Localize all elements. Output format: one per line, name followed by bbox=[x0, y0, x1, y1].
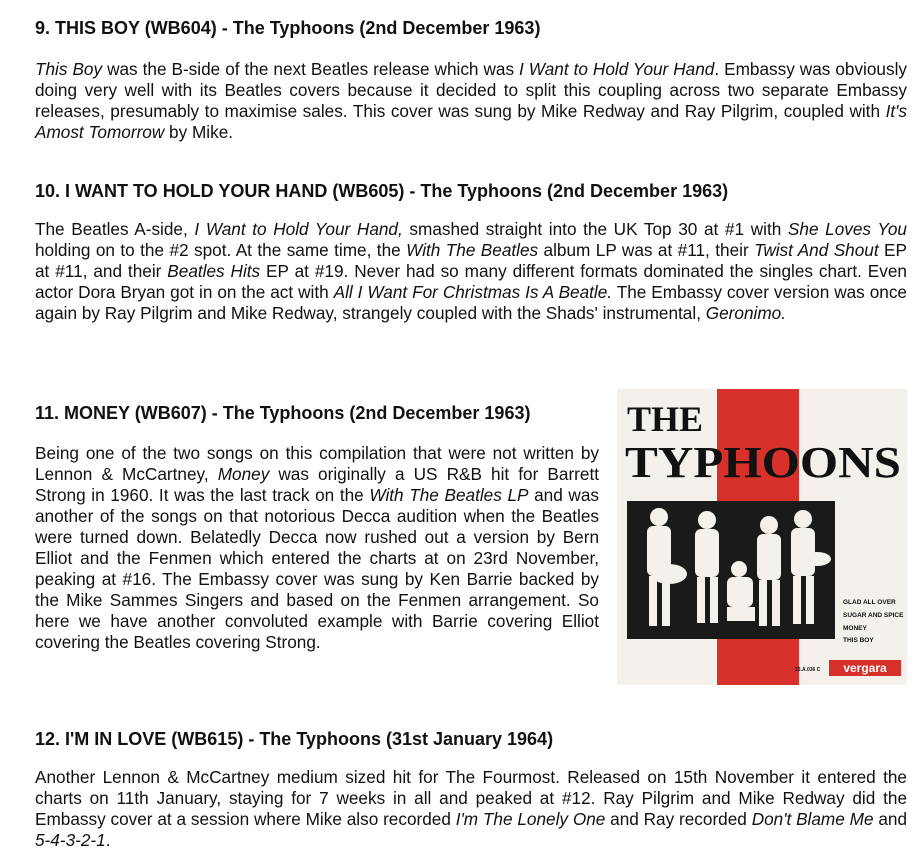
italic-title: Money bbox=[217, 464, 270, 484]
cover-track-3: MONEY bbox=[843, 625, 867, 632]
section-9-body bbox=[35, 59, 907, 143]
section-10-body bbox=[35, 219, 907, 324]
cover-catalog-number: 33.A.036 C bbox=[795, 667, 821, 673]
vergara-logo: vergara bbox=[843, 661, 887, 675]
italic-title: This Boy bbox=[35, 59, 103, 79]
album-cover-image bbox=[617, 389, 907, 685]
text-run: was the B-side of the next Beatles release which was bbox=[102, 59, 520, 79]
text-run: and was another of the songs on that notorious Decca audition when the Beatles were turned down. Belatedly Decca now rushed out a version by Bern Elliot and the Fenmen which entered the charts at on 23rd November, peaking at #16. The Embassy cover was sung by Ken Barrie backed by the Mike Sammes Singers and based on the Fenmen arrangement. So here we have another convoluted example with Barrie covering Elliot covering the Beatles covering Strong. bbox=[35, 485, 599, 652]
section-11-heading: 11. MONEY (WB607) - The Typhoons (2nd December 1963) bbox=[35, 403, 531, 423]
italic-title: I Want to Hold Your Hand bbox=[519, 59, 715, 79]
italic-title: Don't Blame Me bbox=[751, 809, 874, 829]
italic-title: With The Beatles bbox=[406, 240, 539, 260]
cover-title-line1: THE bbox=[627, 399, 704, 439]
text-run: by Mike. bbox=[164, 122, 234, 142]
section-12-body bbox=[35, 767, 907, 851]
cover-track-1: GLAD ALL OVER bbox=[843, 599, 896, 606]
text-run: EP at #11, and their bbox=[35, 240, 907, 281]
text-run: album LP was at #11, their bbox=[538, 240, 755, 260]
text-run: was originally a US R&B hit for Barrett Strong in 1960. It was the last track on the bbox=[35, 464, 600, 505]
text-run: holding on to the #2 spot. At the same time, the bbox=[35, 240, 407, 260]
italic-title: Geronimo. bbox=[705, 303, 786, 323]
italic-title: 5-4-3-2-1 bbox=[35, 830, 106, 850]
italic-title: Twist And Shout bbox=[754, 240, 879, 260]
cover-track-2: SUGAR AND SPICE bbox=[843, 612, 904, 619]
text-run: and bbox=[873, 809, 908, 829]
italic-title: She Loves You bbox=[787, 219, 907, 239]
text-run: and Ray recorded bbox=[605, 809, 752, 829]
text-run: The Beatles A-side, bbox=[35, 219, 195, 239]
italic-title: It's Amost Tomorrow bbox=[35, 101, 907, 142]
italic-title: All I Want For Christmas Is A Beatle. bbox=[333, 282, 613, 302]
section-12-heading: 12. I'M IN LOVE (WB615) - The Typhoons (31st January 1964) bbox=[35, 729, 554, 749]
section-10-heading: 10. I WANT TO HOLD YOUR HAND (WB605) - The Typhoons (2nd December 1963) bbox=[35, 181, 729, 201]
text-run: The Embassy cover version was once again by Ray Pilgrim and Mike Redway, strangely coupled with the Shads' instrumental, bbox=[35, 282, 907, 323]
cover-title-line2: TYPHOONS bbox=[625, 438, 901, 487]
italic-title: With The Beatles LP bbox=[369, 485, 529, 505]
text-run: EP at #19. Never had so many different formats dominated the singles chart. Even actor Dora Bryan got in on the act with bbox=[35, 261, 907, 302]
text-run: . Embassy was obviously doing very well with its Beatles covers because it decided to split this coupling across two separate Embassy releases, presumably to maximise sales. This cover was sung by Mike Redway and Ray Pilgrim, coupled with bbox=[35, 59, 907, 121]
section-11-body bbox=[35, 443, 599, 653]
italic-title: I'm The Lonely One bbox=[455, 809, 606, 829]
italic-title: Beatles Hits bbox=[167, 261, 261, 281]
italic-title: I Want to Hold Your Hand, bbox=[194, 219, 403, 239]
cover-track-4: THIS BOY bbox=[843, 637, 874, 644]
text-run: Another Lennon & McCartney medium sized hit for The Fourmost. Released on 15th November it entered the charts on 11th January, staying for 7 weeks in all and peaked at #12. Ray Pilgrim and Mike Redway did the Embassy cover at a session where Mike also recorded bbox=[35, 767, 907, 829]
text-run: smashed straight into the UK Top 30 at #1 with bbox=[402, 219, 788, 239]
text-run: . bbox=[105, 830, 111, 850]
text-run: Being one of the two songs on this compilation that were not written by Lennon & McCartney, bbox=[35, 443, 599, 484]
section-9-heading: 9. THIS BOY (WB604) - The Typhoons (2nd December 1963) bbox=[35, 18, 541, 38]
